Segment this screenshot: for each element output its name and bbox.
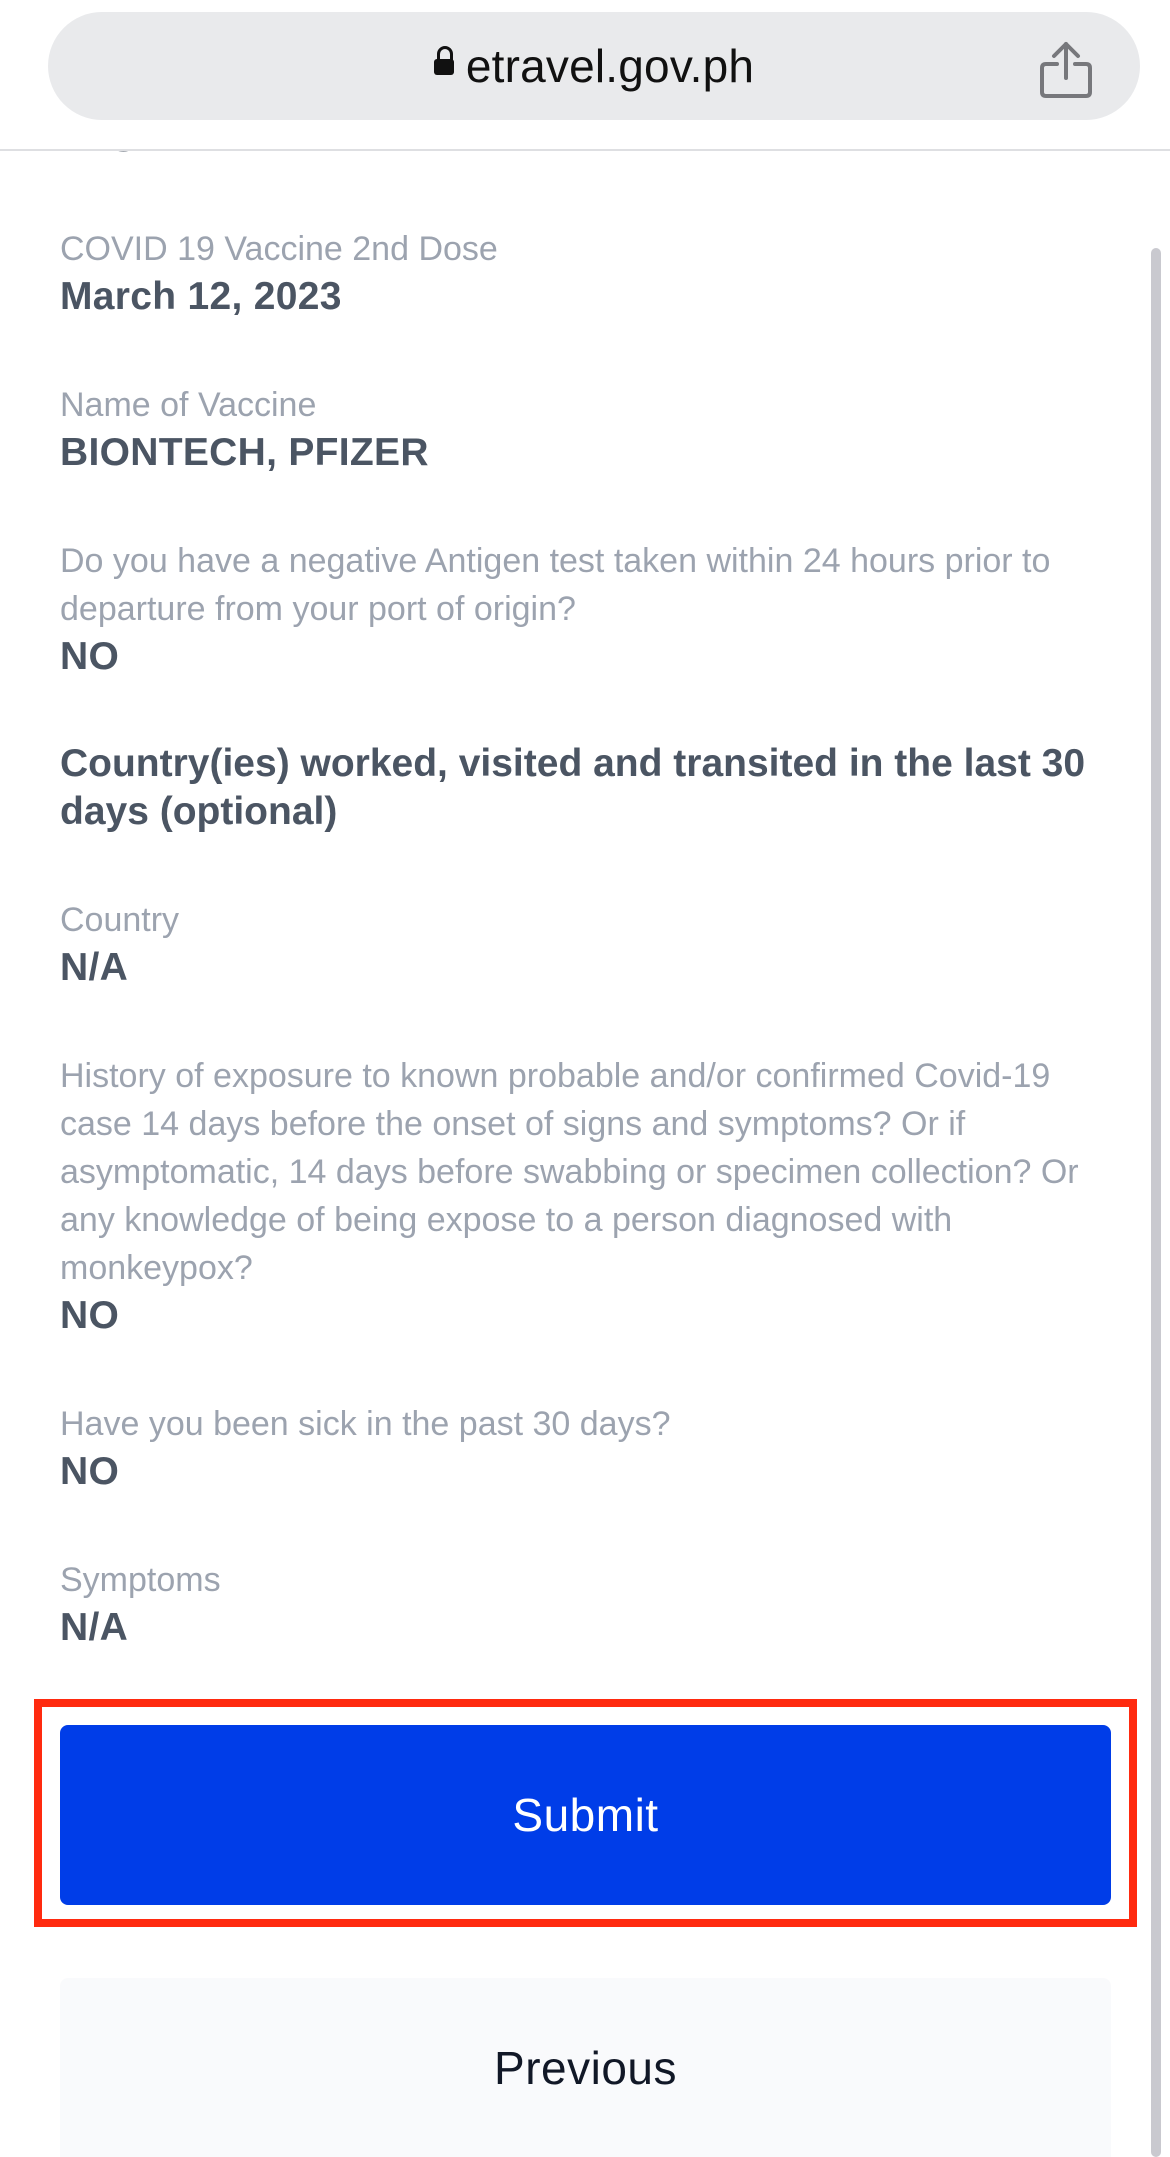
field-label: History of exposure to known probable and/or confirmed Covid-19 case 14 days before the onset of signs and symptoms? Or if asymptomatic, 14 days before swabbing or specimen collection? Or any knowledge of being expose to a person diagnosed with monkeypox? xyxy=(60,1057,1079,1287)
field-value: N/A xyxy=(60,946,129,989)
url-text: etravel.gov.ph xyxy=(465,40,755,92)
field-label: Symptoms xyxy=(60,1561,221,1599)
scrollbar[interactable] xyxy=(1151,248,1161,2157)
previous-button[interactable] xyxy=(60,1978,1111,2157)
symptoms-field xyxy=(60,1556,1100,1652)
field-value: NO xyxy=(60,1450,120,1493)
field-label: Country xyxy=(60,901,180,939)
vaccine-name-field xyxy=(60,381,1100,477)
field-value: BIONTECH, PFIZER xyxy=(60,431,429,474)
submit-button[interactable] xyxy=(60,1725,1111,1905)
address-bar[interactable] xyxy=(48,12,1140,120)
field-label: Have you been sick in the past 30 days? xyxy=(60,1405,671,1443)
sick-past-30-days-field xyxy=(60,1400,1100,1496)
share-icon[interactable] xyxy=(1038,40,1094,100)
field-value: NO xyxy=(60,635,120,678)
field-value: March 12, 2023 xyxy=(60,275,342,318)
field-value: N/A xyxy=(60,1606,129,1649)
lock-icon xyxy=(434,55,454,81)
submit-button-label: Submit xyxy=(512,1789,659,1841)
field-value: NO xyxy=(60,1294,120,1337)
vaccine-2nd-dose-field xyxy=(60,225,1100,321)
previous-button-label: Previous xyxy=(494,2041,677,2094)
field-label: Name of Vaccine xyxy=(60,386,317,424)
travel-history-heading: Country(ies) worked, visited and transited in the last 30 days (optional) xyxy=(60,742,1086,833)
browser-top-bar xyxy=(0,0,1170,151)
field-label: COVID 19 Vaccine 2nd Dose xyxy=(60,230,498,268)
field-label: Do you have a negative Antigen test taken within 24 hours prior to departure from your port of origin? xyxy=(60,542,1051,628)
antigen-test-field xyxy=(60,537,1100,681)
exposure-history-field xyxy=(60,1052,1100,1340)
country-field xyxy=(60,896,1100,992)
